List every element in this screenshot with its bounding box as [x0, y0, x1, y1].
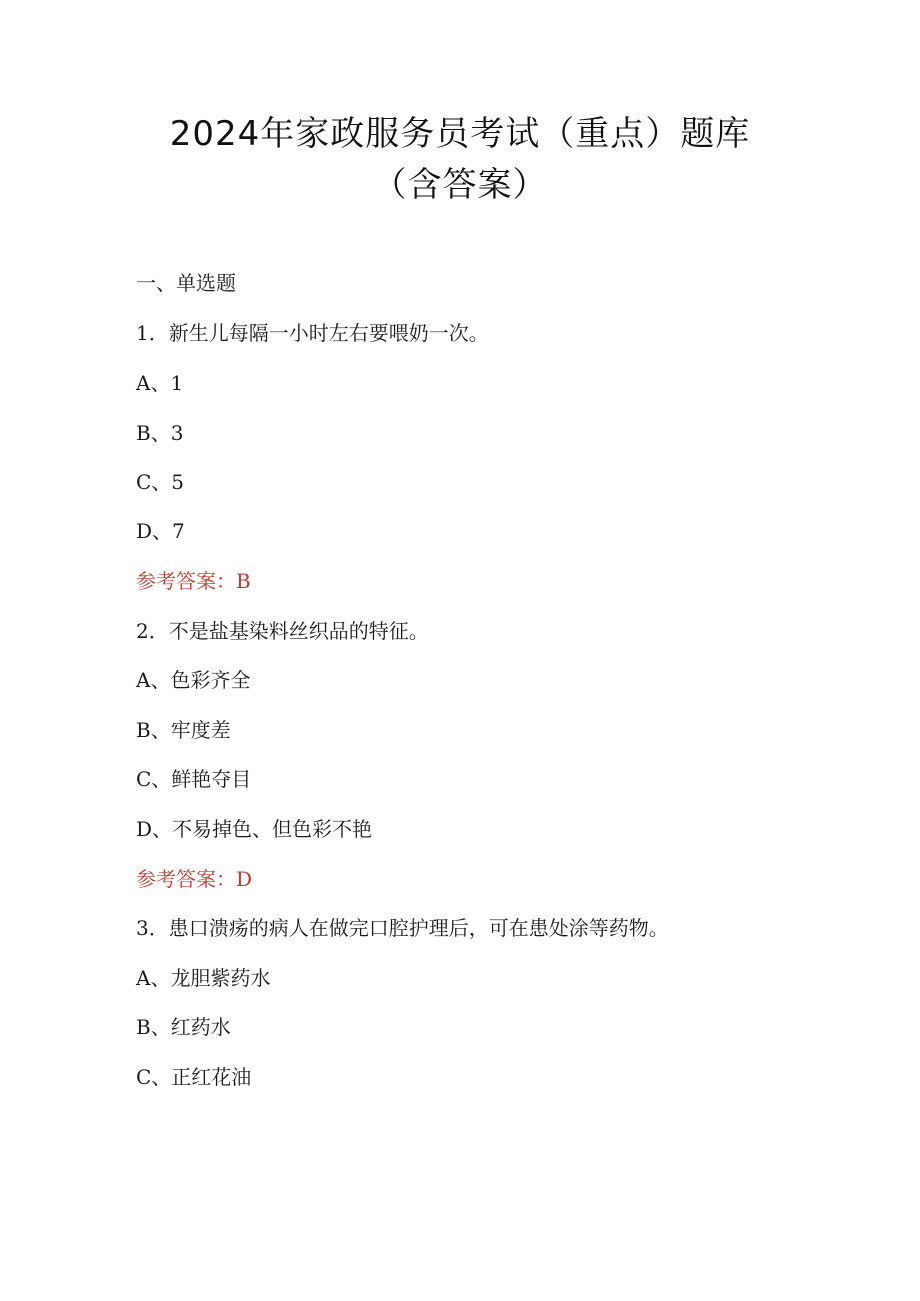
document-subtitle: （含答案） [372, 165, 548, 205]
question-option: A、1 [136, 371, 184, 395]
question-option: B、牢度差 [136, 718, 231, 742]
answer-key: 参考答案：B [136, 569, 251, 593]
answer-key: 参考答案：D [136, 867, 253, 891]
question-option: D、7 [136, 519, 185, 543]
question-option: D、不易掉色、但色彩不艳 [136, 817, 373, 841]
section-heading: 一、单选题 [136, 271, 236, 295]
question-option: C、鲜艳夺目 [136, 767, 252, 791]
question-option: A、色彩齐全 [136, 668, 251, 692]
question-stem: 1．新生儿每隔一小时左右要喂奶一次。 [136, 321, 489, 345]
question-option: C、正红花油 [136, 1065, 252, 1089]
question-stem: 2．不是盐基染料丝织品的特征。 [136, 619, 429, 643]
document-title: 2024年家政服务员考试（重点）题库 [169, 114, 751, 154]
question-stem: 3．患口溃疡的病人在做完口腔护理后，可在患处涂等药物。 [136, 916, 669, 940]
question-option: B、红药水 [136, 1015, 231, 1039]
question-option: C、5 [136, 470, 185, 494]
question-option: A、龙胆紫药水 [136, 966, 271, 990]
question-option: B、3 [136, 421, 184, 445]
